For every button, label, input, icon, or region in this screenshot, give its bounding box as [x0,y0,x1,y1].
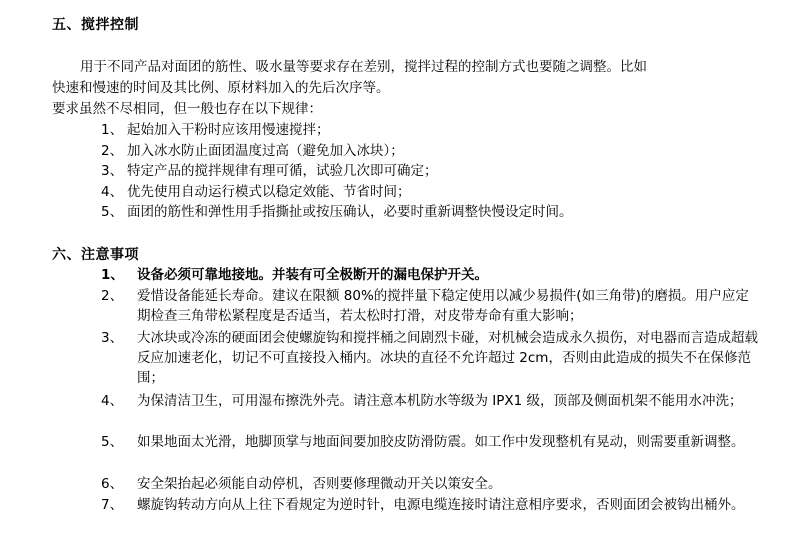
note-text: 为保清洁卫生，可用湿布擦洗外壳。请注意本机防水等级为 IPX1 级，顶部及侧面机架不能用水冲洗； [137,393,743,409]
note-text: 如果地面太光滑，地脚顶掌与地面间要加胶皮防滑防震。如工作中发现整机有晃动，则需要重新调整。 [137,434,745,450]
note-number: 4、 [101,393,124,409]
note-number: 3、 [101,330,124,346]
rule-item [101,183,411,202]
rule-number: 4、 [101,184,124,200]
section-five-intro [52,57,752,99]
note-number: 1、 [101,267,124,283]
note-item [101,328,761,388]
note-item [101,265,761,285]
intro-line-2: 快速和慢速的时间及其比例、原材料加入的先后次序等。 [52,80,390,96]
rule-number: 2、 [101,143,124,159]
rule-number: 3、 [101,163,124,179]
rule-text: 面团的筋性和弹性用手指撕扯或按压确认，必要时重新调整快慢设定时间。 [127,204,573,220]
rule-text: 特定产品的搅拌规律有理可循，试验几次即可确定； [127,163,438,179]
note-text: 大冰块或冷冻的硬面团会使螺旋钩和搅拌桶之间剧烈卡碰，对机械会造成永久损伤，对电器而言造成超载反应加速老化，切记不可直接投入桶内。冰块的直径不允许超过 2cm，否则由此造成的损失不在保修范围； [137,330,758,386]
note-text: 设备必须可靠地接地。并装有可全极断开的漏电保护开关。 [137,267,488,283]
note-number: 6、 [101,476,124,492]
note-number: 2、 [101,288,124,304]
note-text: 螺旋钩转动方向从上往下看规定为逆时针，电源电缆连接时请注意相序要求，否则面团会被钩出桶外。 [137,497,745,513]
rule-text: 起始加入干粉时应该用慢速搅拌； [127,122,330,138]
note-item [101,474,761,494]
intro-line-1: 用于不同产品对面团的筋性、吸水量等要求存在差别，搅拌过程的控制方式也要随之调整。比如 [80,59,647,75]
rule-item [101,162,438,181]
rule-text: 优先使用自动运行模式以稳定效能、节省时间； [127,184,411,200]
note-item [101,432,761,452]
note-item [101,495,761,515]
rule-item [101,203,573,222]
rule-number: 5、 [101,204,124,220]
note-text: 安全架抬起必须能自动停机，否则要修理微动开关以策安全。 [137,476,502,492]
note-text: 爱惜设备能延长寿命。建议在限额 80%的搅拌量下稳定使用以减少易损件(如三角带)的磨损。用户应定期检查三角带松紧程度是否适当，若太松时打滑，对皮带寿命有重大影响； [137,288,749,324]
intro-line-3: 要求虽然不尽相同，但一般也存在以下规律： [52,101,322,117]
rule-text: 加入冰水防止面团温度过高（避免加入冰块）； [127,143,404,159]
note-number: 5、 [101,434,124,450]
rule-item [101,121,330,140]
note-item [101,286,761,326]
section-six-title: 六、注意事项 [52,247,139,263]
section-five-title: 五、搅拌控制 [52,17,139,33]
note-item [101,391,761,411]
rule-number: 1、 [101,122,124,138]
rule-item [101,142,404,161]
note-number: 7、 [101,497,124,513]
